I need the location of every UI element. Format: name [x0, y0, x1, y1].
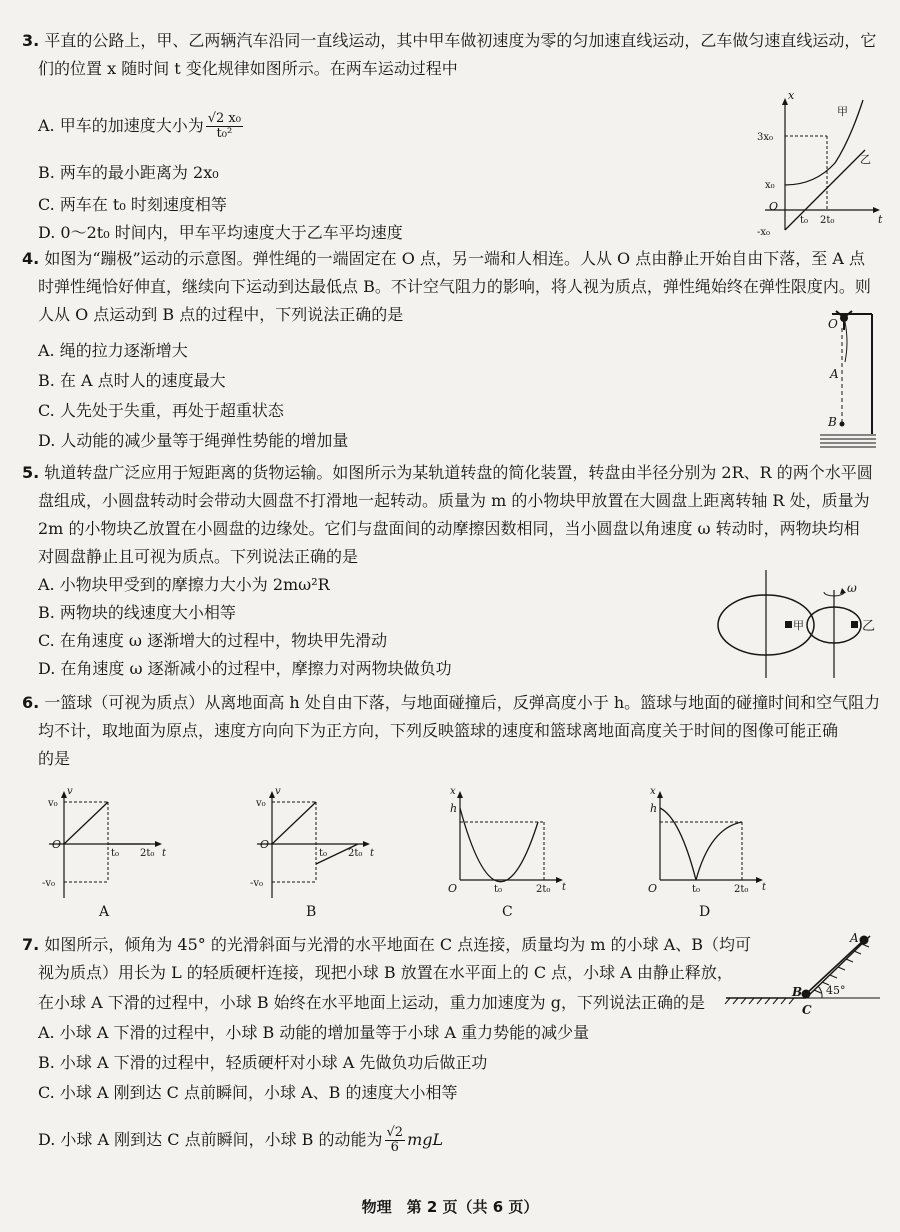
svg-text:t: t: [370, 848, 375, 859]
svg-text:t: t: [562, 882, 567, 893]
q7-option-d-fraction: $\frac{√2}{6}$: [386, 1125, 404, 1155]
q6-graph-b: [242, 788, 382, 903]
page-footer: 物理 第 2 页（共 6 页）: [361, 1198, 539, 1216]
q3-number: 3.: [22, 31, 40, 50]
q4-point-B: B: [828, 415, 837, 429]
q7-stem-line1: 7. 如图所示，倾角为 45° 的光滑斜面与光滑的水平地面在 C 点连接，质量均为 m 的小球 A、B（均可: [22, 935, 752, 954]
q7-option-d: D. 小球 A 刚到达 C 点前瞬间，小球 B 的动能为 $\frac{√2}{6}$ mgL: [38, 1125, 444, 1155]
svg-text:2t₀: 2t₀: [140, 848, 155, 859]
q6-label-a: A: [99, 904, 110, 920]
q6-stem-line2: 均不计，取地面为原点，速度方向向下为正方向，下列反映篮球的速度和篮球离地面高度关于时间的图像可能正确: [38, 721, 839, 740]
q3-x-axis-label: t: [878, 213, 883, 226]
q6-number: 6.: [22, 693, 40, 712]
svg-text:O: O: [648, 882, 658, 895]
q6-graph-d: [638, 788, 778, 903]
q5-stem-line2: 盘组成，小圆盘转动时会带动大圆盘不打滑地一起转动。质量为 m 的小物块甲放置在大圆盘上距离转轴 R 处，质量为: [38, 491, 870, 510]
q3-label-jia: 甲: [837, 105, 848, 118]
svg-text:-v₀: -v₀: [42, 878, 56, 889]
q5-option-c: C. 在角速度 ω 逐渐增大的过程中，物块甲先滑动: [38, 631, 388, 650]
q3-stem-line2: 们的位置 x 随时间 t 变化规律如图所示。在两车运动过程中: [38, 59, 458, 78]
svg-text:t₀: t₀: [494, 884, 503, 895]
svg-text:h: h: [450, 802, 458, 815]
q4-stem-line1: 4. 如图为“蹦极”运动的示意图。弹性绳的一端固定在 O 点，另一端和人相连。人从 O 点由静止开始自由下落，至 A 点: [22, 249, 865, 268]
q3-tick-neg-x0: -x₀: [757, 227, 771, 238]
svg-text:v₀: v₀: [256, 798, 266, 809]
q5-option-a: A. 小物块甲受到的摩擦力大小为 2mω²R: [38, 575, 330, 594]
q7-label-angle: 45°: [826, 984, 846, 997]
q5-stem-line3: 2m 的小物块乙放置在小圆盘的边缘处。它们与盘面间的动摩擦因数相同，当小圆盘以角速度 ω 转动时，两物块均相: [38, 519, 860, 538]
q4-point-A: A: [830, 367, 839, 381]
svg-text:v₀: v₀: [48, 798, 58, 809]
q3-tick-2t0: 2t₀: [820, 215, 835, 226]
q7-stem-line3: 在小球 A 下滑的过程中，小球 B 始终在水平地面上运动，重力加速度为 g，下列说法正确的是: [38, 993, 705, 1012]
q7-option-a: A. 小球 A 下滑的过程中，小球 B 动能的增加量等于小球 A 重力势能的减少量: [38, 1023, 590, 1042]
q3-option-a-fraction: $\frac{\text{√2 x₀}}{\text{t₀²}}$: [207, 111, 241, 141]
q3-option-b: B. 两车的最小距离为 2x₀: [38, 163, 219, 182]
q5-stem-line4: 对圆盘静止且可视为质点。下列说法正确的是: [38, 547, 359, 566]
svg-text:2t₀: 2t₀: [734, 884, 749, 895]
q6-stem-line1: 6. 一篮球（可视为质点）从离地面高 h 处自由下落，与地面碰撞后，反弹高度小于 h。篮球与地面的碰撞时间和空气阻力: [22, 693, 881, 712]
q5-stem-line1: 5. 轨道转盘广泛应用于短距离的货物运输。如图所示为某轨道转盘的简化装置，转盘由半径分别为 2R、R 的两个水平圆: [22, 463, 873, 482]
q7-stem-line2: 视为质点）用长为 L 的轻质硬杆连接，现把小球 B 放置在水平面上的 C 点，小球 A 由静止释放，: [38, 963, 733, 982]
q6-graph-a: [34, 788, 174, 903]
q3-stem-line1: 3. 平直的公路上，甲、乙两辆汽车沿同一直线运动，其中甲车做初速度为零的匀加速直线运动，乙车做匀速直线运动，它: [22, 31, 877, 50]
svg-text:t₀: t₀: [692, 884, 701, 895]
svg-text:O: O: [52, 838, 62, 851]
q5-turntable-figure: [716, 570, 896, 685]
svg-text:2t₀: 2t₀: [536, 884, 551, 895]
svg-text:x: x: [650, 786, 656, 797]
q4-stem-line2: 时弹性绳恰好伸直，继续向下运动到达最低点 B。不计空气阻力的影响，将人视为质点，弹性绳始终在弹性限度内。则: [38, 277, 871, 296]
svg-text:x: x: [450, 786, 456, 797]
q4-number: 4.: [22, 249, 40, 268]
q4-option-d: D. 人动能的减少量等于绳弹性势能的增加量: [38, 431, 349, 450]
q4-option-b: B. 在 A 点时人的速度最大: [38, 371, 226, 390]
q3-label-yi: 乙: [860, 153, 871, 166]
q7-number: 7.: [22, 935, 40, 954]
q3-xt-graph: [745, 89, 895, 238]
svg-text:h: h: [650, 802, 658, 815]
q3-origin: O: [769, 200, 779, 213]
svg-text:t: t: [162, 848, 167, 859]
svg-text:v: v: [67, 786, 73, 797]
svg-text:t: t: [762, 882, 767, 893]
q3-option-c: C. 两车在 t₀ 时刻速度相等: [38, 195, 227, 214]
q3-option-d: D. 0～2t₀ 时间内，甲车平均速度大于乙车平均速度: [38, 223, 403, 242]
svg-text:-v₀: -v₀: [250, 878, 264, 889]
q7-option-c: C. 小球 A 刚到达 C 点前瞬间，小球 A、B 的速度大小相等: [38, 1083, 458, 1102]
svg-text:2t₀: 2t₀: [348, 848, 363, 859]
q6-label-d: D: [699, 904, 711, 920]
svg-text:O: O: [448, 882, 458, 895]
q5-label-yi: 乙: [862, 619, 876, 634]
q7-label-C: C: [802, 1003, 812, 1017]
svg-text:t₀: t₀: [111, 848, 120, 859]
q3-tick-t0: t₀: [800, 215, 809, 226]
q7-label-A: A: [850, 931, 859, 945]
q7-option-b: B. 小球 A 下滑的过程中，轻质硬杆对小球 A 先做负功后做正功: [38, 1053, 488, 1072]
q3-y-axis-label: x: [788, 89, 795, 102]
q5-option-b: B. 两物块的线速度大小相等: [38, 603, 236, 622]
q4-bungee-figure: [812, 306, 882, 451]
q7-incline-figure: [722, 932, 882, 1027]
q3-curve-jia: [785, 100, 863, 185]
q6-graph-c: [438, 788, 578, 903]
svg-text:t₀: t₀: [319, 848, 328, 859]
svg-text:v: v: [275, 786, 281, 797]
q4-option-a: A. 绳的拉力逐渐增大: [38, 341, 188, 360]
q3-option-a: A. 甲车的加速度大小为 $\frac{\text{√2 x₀}}{\text{t₀²}}$: [38, 111, 241, 141]
q5-label-jia: 甲: [793, 619, 804, 632]
q4-stem-line3: 人从 O 点运动到 B 点的过程中，下列说法正确的是: [38, 305, 404, 324]
q3-tick-3x0: 3x₀: [757, 132, 774, 143]
q5-option-d: D. 在角速度 ω 逐渐减小的过程中，摩擦力对两物块做负功: [38, 659, 452, 678]
q4-option-c: C. 人先处于失重，再处于超重状态: [38, 401, 284, 420]
q5-number: 5.: [22, 463, 40, 482]
svg-text:O: O: [260, 838, 270, 851]
q7-label-B: B: [792, 985, 803, 999]
q6-label-b: B: [306, 904, 317, 920]
q4-point-O: O: [828, 317, 838, 331]
q6-label-c: C: [502, 904, 513, 920]
q5-label-omega: ω: [847, 581, 857, 595]
q3-tick-x0: x₀: [765, 180, 775, 191]
q6-stem-line3: 的是: [38, 749, 71, 768]
